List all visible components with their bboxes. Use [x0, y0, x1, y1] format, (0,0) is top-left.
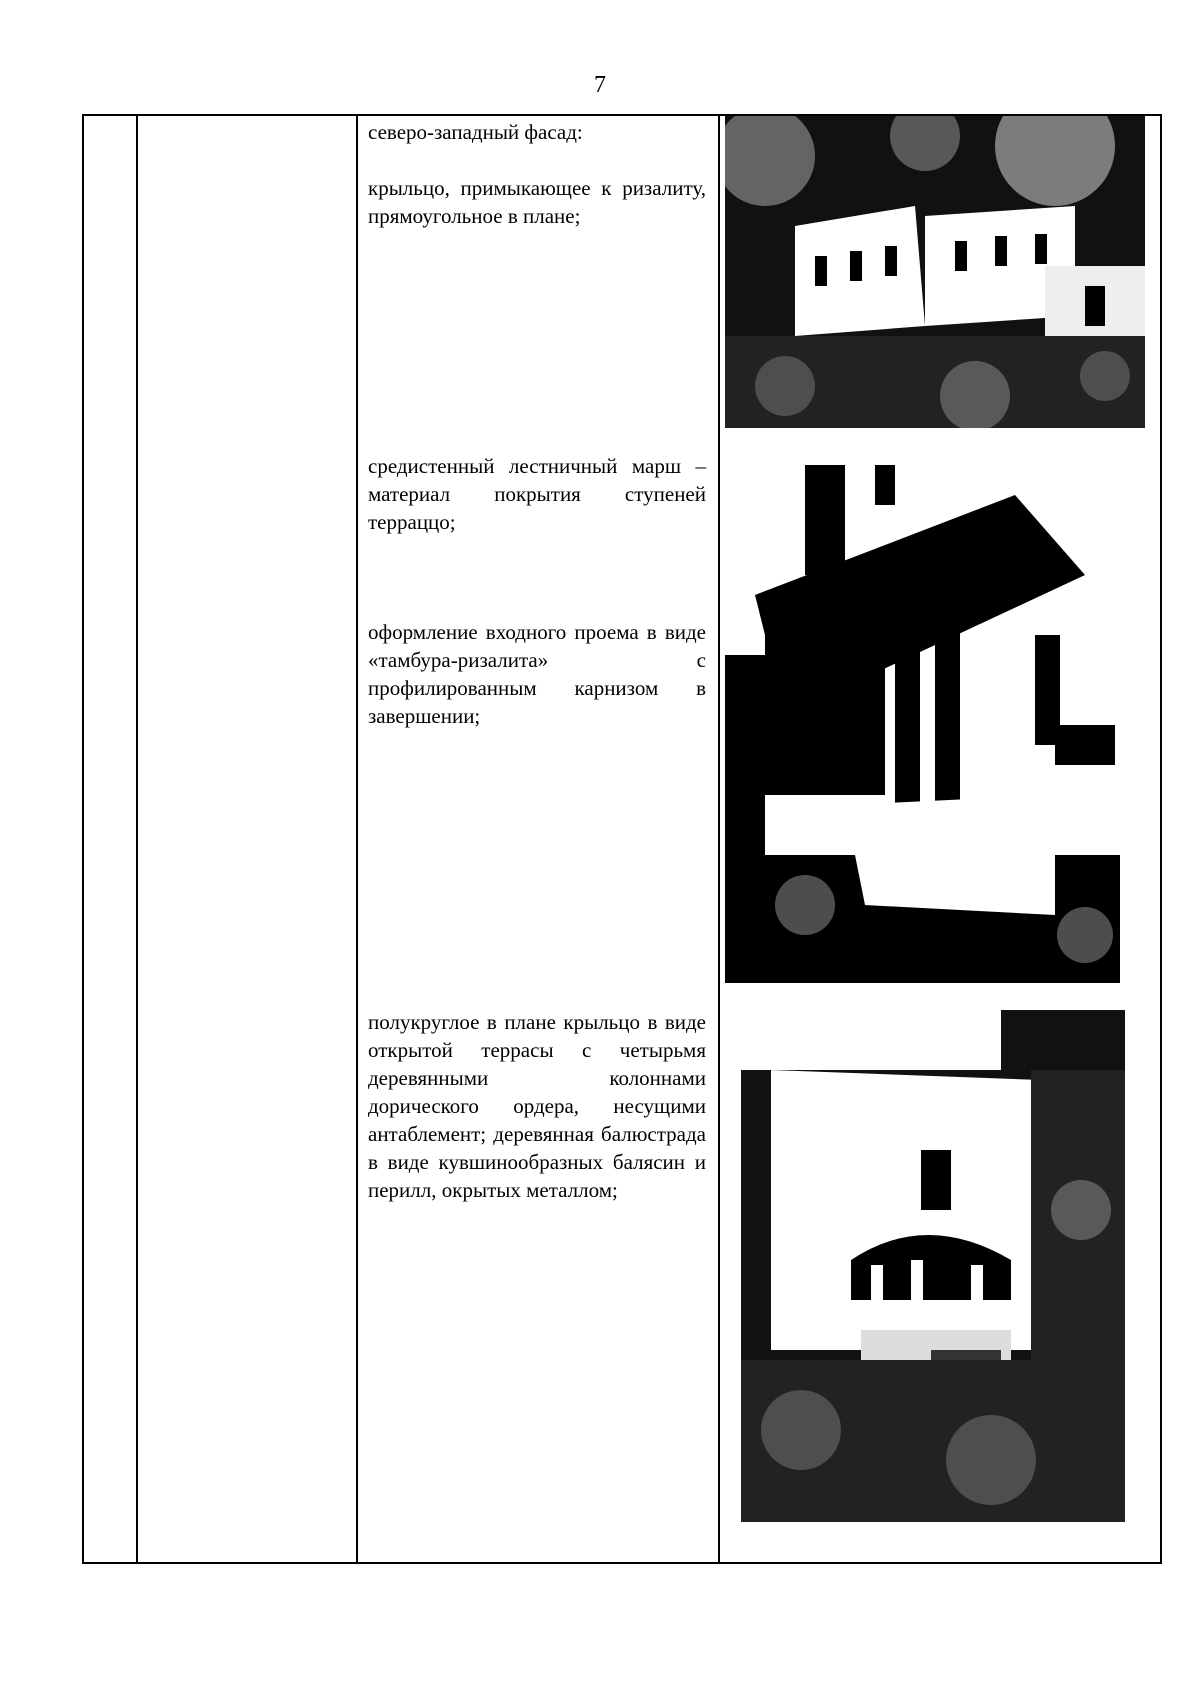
facade-photo: [725, 116, 1145, 428]
column-divider-2: [356, 116, 358, 1562]
terrace-photo: [741, 1010, 1125, 1522]
photo-icon: [741, 1010, 1125, 1522]
description-entrance: оформление входного проема в виде «тамбура-ризалита» с профилированным карнизом в завершении;: [368, 620, 706, 728]
description-staircase: средистенный лестничный марш – материал покрытия ступеней терраццо;: [368, 454, 706, 534]
photo-icon: [725, 455, 1120, 983]
column-divider-1: [136, 116, 138, 1562]
description-porch-rectangular: крыльцо, примыкающее к ризалиту, прямоугольное в плане;: [368, 176, 706, 228]
description-terrace: полукруглое в плане крыльцо в виде открытой террасы с четырьмя деревянными колоннами дорического ордера, несущими антаблемент; деревянная балюстрада в виде кувшинообразных балясин и перилл, окрытых металлом;: [368, 1010, 706, 1202]
photo-icon: [725, 116, 1145, 428]
entrance-photo: [725, 455, 1120, 983]
facade-heading: северо-западный фасад:: [368, 120, 583, 144]
page-number: 7: [594, 72, 606, 98]
column-divider-3: [718, 116, 720, 1562]
